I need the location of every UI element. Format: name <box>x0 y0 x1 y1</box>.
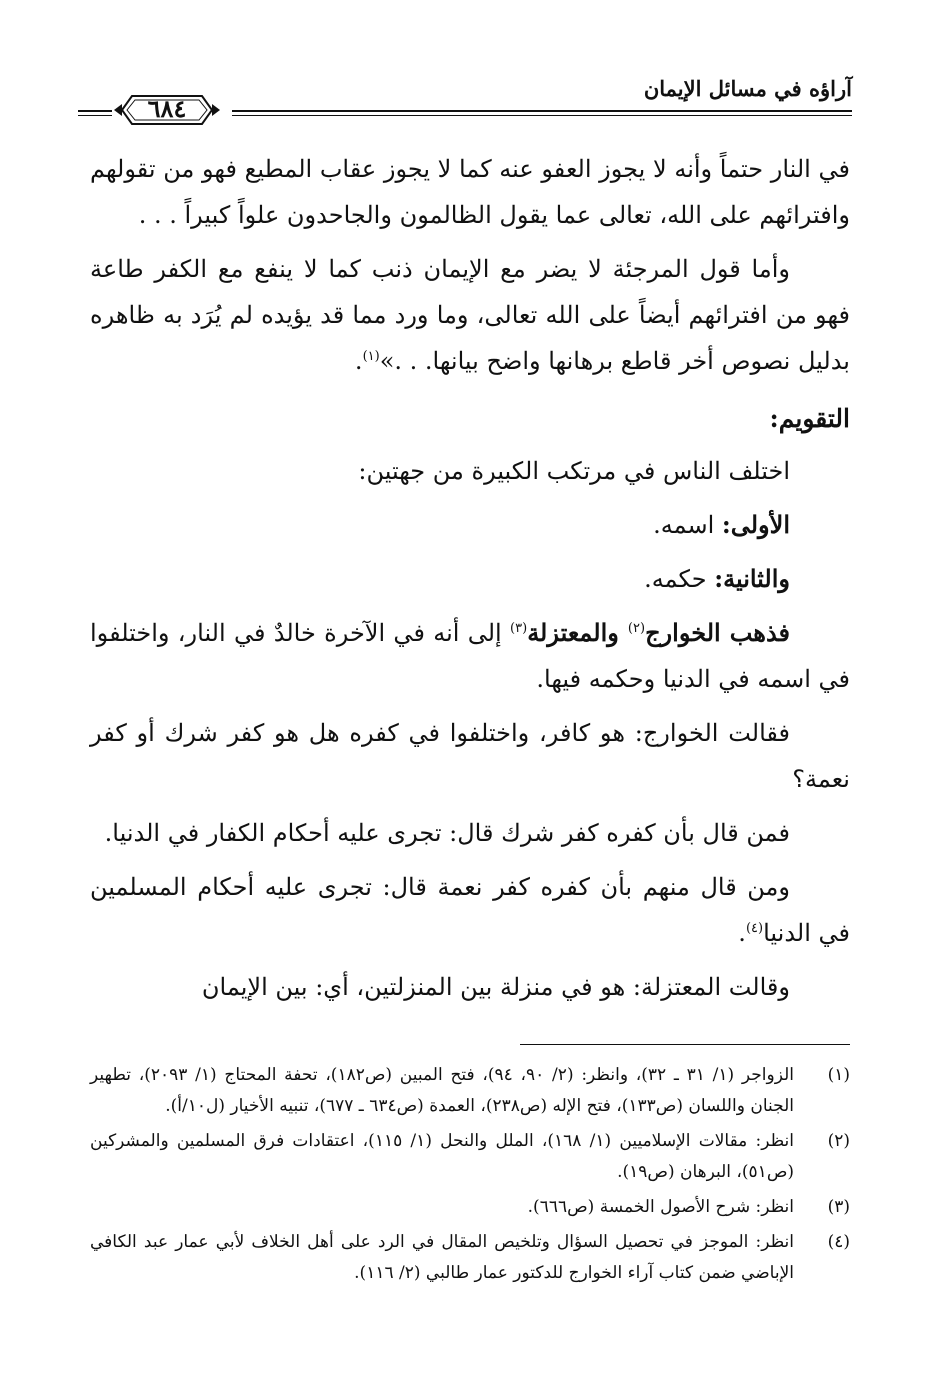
footnote-ref[interactable]: (١) <box>362 349 380 364</box>
text-span: . <box>354 347 363 375</box>
paragraph: فقالت الخوارج: هو كافر، واختلفوا في كفره هل هو كفر شرك أو كفر نعمة؟ <box>90 719 850 793</box>
text-span: إلى أنه في الآخرة خالدٌ في النار، واختلفوا في اسمه في الدنيا وحكمه فيها. <box>90 619 850 693</box>
footnote-item <box>90 1192 850 1223</box>
footnote-text: انظر: الموجز في تحصيل السؤال وتلخيص المقال في الرد على أهل الخلاف لأبي عمار عبد الكافي الإباضي ضمن كتاب آراء الخوارج للدكتور عمار طالبي (٢/ ١١٦). <box>90 1232 794 1283</box>
footnote-number: (٢) <box>827 1131 850 1151</box>
text-span: وأما قول المرجئة لا يضر مع الإيمان ذنب كما لا ينفع مع الكفر طاعة فهو من افترائهم أيضاً على الله تعالى، وما ورد مما قد يؤيده لم يُرَد به ظاهره بدليل نصوص أخر قاطع برهانها واضح بيانها. . .» <box>90 255 850 375</box>
header-title: آراؤه في مسائل الإيمان <box>643 76 852 101</box>
footnote-text: الزواجر (١/ ٣١ ـ ٣٢)، وانظر: (٢/ ٩٠، ٩٤)، فتح المبين (ص١٨٢)، تحفة المحتاج (١/ ٢٠٩٣)، تطهير الجنان واللسان (ص١٣٣)، فتح الإله (ص٢٣٨)، العمدة (ص٦٣٤ ـ ٦٧٧)، تنبيه الأخيار (ل١٠/أ). <box>90 1065 795 1116</box>
page-number-badge <box>114 90 220 130</box>
header-rule-left-thin <box>78 115 112 116</box>
footnote-item <box>90 1060 850 1122</box>
footnote-ref[interactable]: (٢) <box>627 621 646 636</box>
item-text: اسمه. <box>653 511 722 539</box>
item-label: الأولى: <box>721 510 790 539</box>
footnote-number: (٣) <box>827 1197 850 1217</box>
footnote-ref[interactable]: (٤) <box>745 921 764 936</box>
footnote-ref[interactable]: (٣) <box>510 621 528 636</box>
list-item <box>90 502 850 548</box>
footnote-item <box>90 1126 850 1188</box>
bold-term: والمعتزلة <box>527 618 628 647</box>
footnote-text: انظر: شرح الأصول الخمسة (ص٦٦٦). <box>527 1197 794 1217</box>
footnotes <box>90 1060 850 1293</box>
list-item <box>90 556 850 602</box>
paragraph: في النار حتماً وأنه لا يجوز العفو عنه كما لا يجوز عقاب المطيع فهو من تقولهم وافترائهم على الله، تعالى عما يقول الظالمون والجاحدون علواً كبيراً . . . <box>90 155 850 229</box>
main-text <box>90 146 850 1018</box>
running-header <box>78 64 852 134</box>
text-span: ومن قال منهم بأن كفره كفر نعمة قال: تجرى عليه أحكام المسلمين في الدنيا <box>90 873 850 947</box>
footnote-number: (٤) <box>827 1232 850 1252</box>
item-text: حكمه. <box>644 565 715 593</box>
header-rule-right-thin <box>232 115 852 116</box>
paragraph: فمن قال بأن كفره كفر شرك قال: تجرى عليه أحكام الكفار في الدنيا. <box>104 819 790 847</box>
paragraph: اختلف الناس في مرتكب الكبيرة من جهتين: <box>358 457 790 485</box>
text-span: . <box>738 919 746 947</box>
footnote-text: انظر: مقالات الإسلاميين (١/ ١٦٨)، الملل والنحل (١/ ١١٥)، اعتقادات فرق المسلمين والمشركين (ص٥١)، البرهان (ص١٩). <box>90 1131 795 1182</box>
section-heading: التقويم: <box>769 404 850 433</box>
paragraph <box>90 610 850 702</box>
header-rule-left <box>78 110 112 112</box>
footnote-divider <box>520 1044 850 1045</box>
footnote-item <box>90 1227 850 1289</box>
paragraph: وقالت المعتزلة: هو في منزلة بين المنزلتين، أي: بين الإيمان <box>201 973 790 1001</box>
header-rule-right <box>232 110 852 112</box>
item-label: والثانية: <box>714 564 790 593</box>
paragraph <box>90 864 850 956</box>
page-number: ٦٨٤ <box>147 94 187 123</box>
footnote-number: (١) <box>827 1065 850 1085</box>
paragraph <box>90 246 850 384</box>
bold-term: فذهب الخوارج <box>645 618 791 647</box>
